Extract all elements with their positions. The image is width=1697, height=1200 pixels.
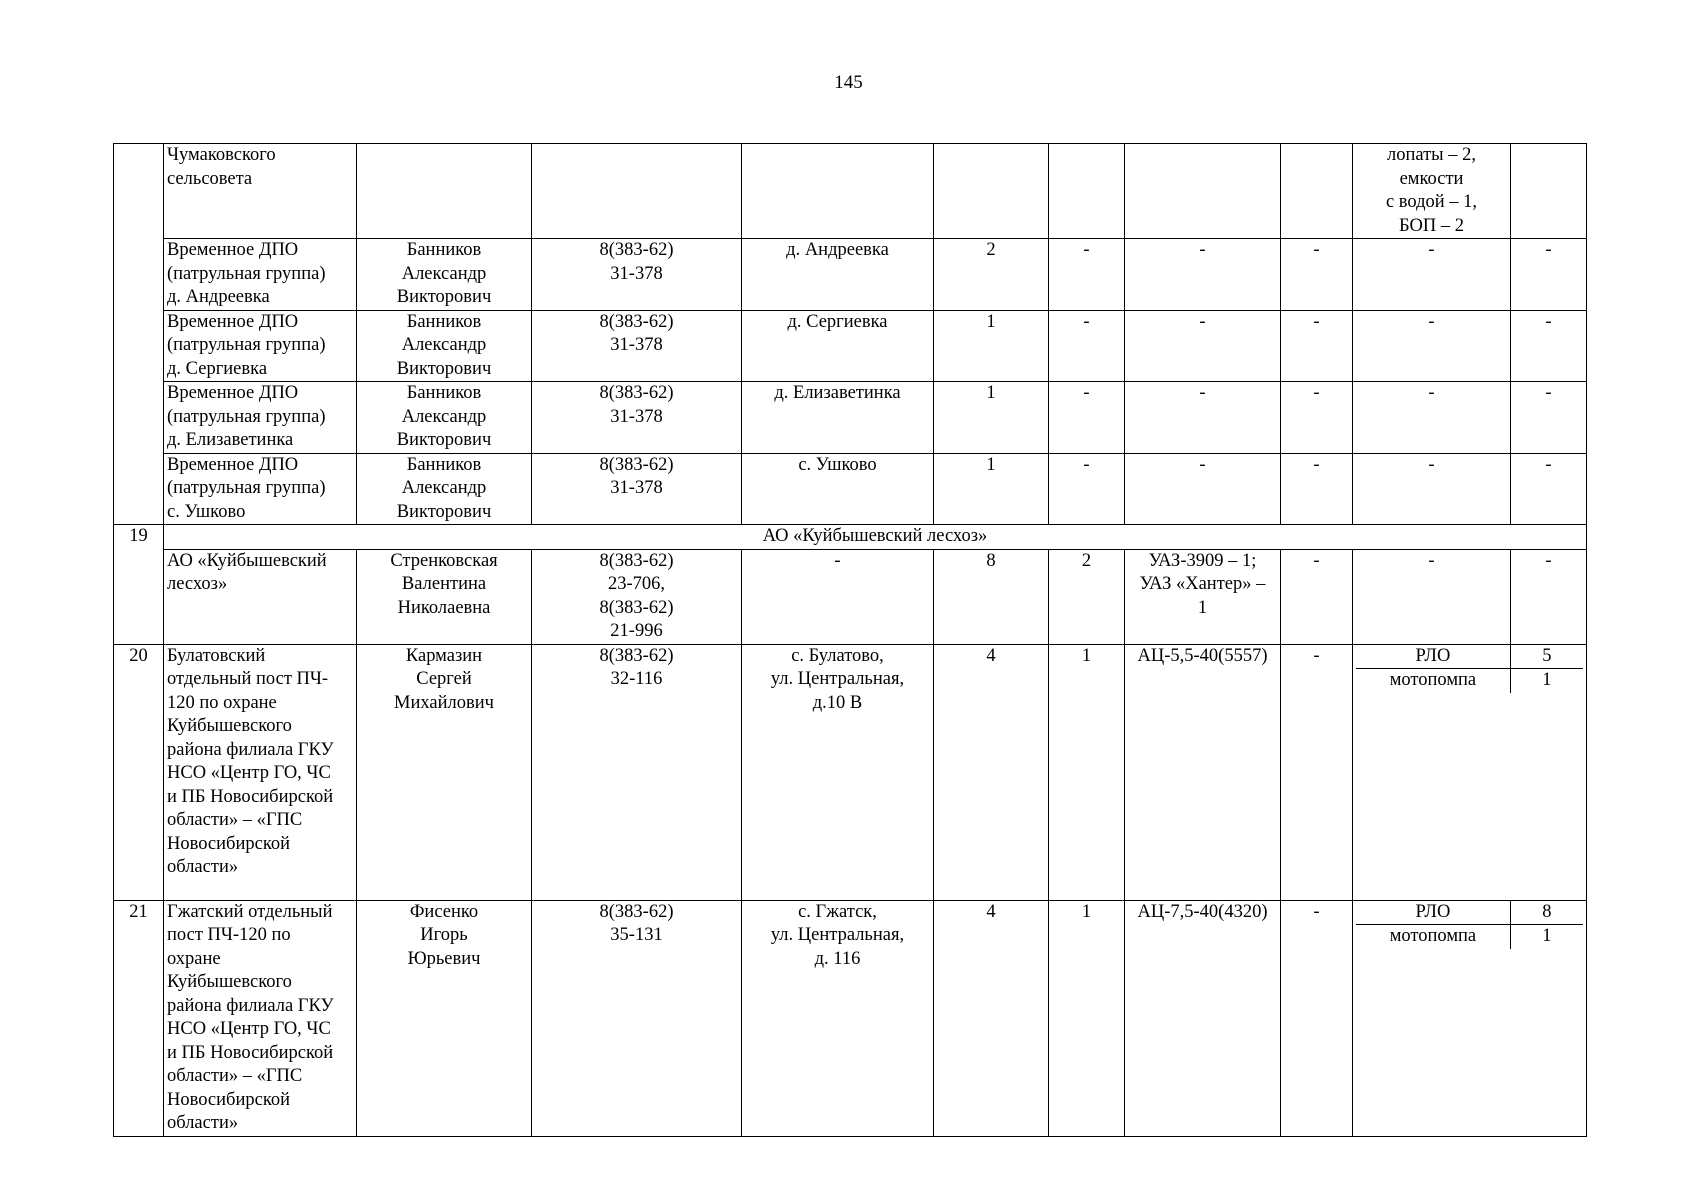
vehicles-cell: - [1125, 239, 1281, 311]
row-number-cell: 19 [114, 525, 164, 645]
qty-cell: 8 [1510, 901, 1583, 925]
name-cell: Временное ДПО (патрульная группа) д. Андреевка [164, 239, 357, 311]
section-header-row [114, 525, 1587, 550]
name-cell: АО «Куйбышевский лесхоз» [164, 549, 357, 644]
name-cell: Временное ДПО (патрульная группа) с. Ушково [164, 453, 357, 525]
location-cell: - [742, 549, 934, 644]
vehicles-count-cell: - [1049, 382, 1125, 454]
phone-cell: 8(383-62) 31-378 [532, 382, 742, 454]
qty-cell: - [1511, 310, 1587, 382]
qty-cell [1511, 144, 1587, 239]
equipment-cell: лопаты – 2, емкости с водой – 1, БОП – 2 [1353, 144, 1511, 239]
resources-table [113, 143, 1587, 1137]
phone-cell [532, 144, 742, 239]
vehicles-count-cell: - [1049, 239, 1125, 311]
staff-cell: 2 [934, 239, 1049, 311]
location-cell: с. Булатово, ул. Центральная, д.10 В [742, 644, 934, 900]
qty-cell: 5 [1510, 645, 1583, 669]
staff-cell: 1 [934, 382, 1049, 454]
equipment-cell: мотопомпа [1389, 926, 1477, 946]
row-number-cell: 21 [114, 900, 164, 1136]
phone-cell: 8(383-62) 23-706, 8(383-62) 21-996 [532, 549, 742, 644]
vehicles-cell: АЦ-5,5-40(5557) [1125, 644, 1281, 900]
name-cell: Временное ДПО (патрульная группа) д. Елизаветинка [164, 382, 357, 454]
vehicles-count-cell: - [1049, 453, 1125, 525]
phone-cell: 8(383-62) 35-131 [532, 900, 742, 1136]
qty-cell: - [1511, 453, 1587, 525]
table-row [114, 453, 1587, 525]
equipment-subtable [1356, 901, 1583, 949]
vehicles-count-cell: 2 [1049, 549, 1125, 644]
table-row [114, 549, 1587, 644]
equipment-cell: - [1353, 382, 1511, 454]
vehicles-cell: УАЗ-3909 – 1; УАЗ «Хантер» – 1 [1125, 549, 1281, 644]
col8-cell: - [1281, 310, 1353, 382]
equipment-cell: мотопомпа [1389, 670, 1477, 690]
name-cell: Булатовский отдельный пост ПЧ- 120 по охране Куйбышевского района филиала ГКУ НСО «Центр ГО, ЧС и ПБ Новосибирской области» – «ГПС Новосибирской области» [164, 644, 357, 900]
staff-cell: 1 [934, 453, 1049, 525]
location-cell: д. Сергиевка [742, 310, 934, 382]
phone-cell: 8(383-62) 31-378 [532, 310, 742, 382]
vehicles-count-cell: 1 [1049, 900, 1125, 1136]
equipment-cell: РЛО [1356, 901, 1510, 925]
location-cell: с. Гжатск, ул. Центральная, д. 116 [742, 900, 934, 1136]
equipment-subtable-cell [1353, 900, 1587, 1136]
name-cell: Временное ДПО (патрульная группа) д. Сергиевка [164, 310, 357, 382]
qty-cell: - [1511, 549, 1587, 644]
section-title: АО «Куйбышевский лесхоз» [164, 525, 1587, 550]
table-row [114, 644, 1587, 900]
staff-cell: 4 [934, 644, 1049, 900]
col8-cell: - [1281, 239, 1353, 311]
table-row [114, 382, 1587, 454]
page-number: 145 [834, 72, 863, 93]
col8-cell [1281, 144, 1353, 239]
equipment-cell: - [1353, 453, 1511, 525]
equipment-subtable [1356, 645, 1583, 693]
row-number-cell: 20 [114, 644, 164, 900]
phone-cell: 8(383-62) 31-378 [532, 239, 742, 311]
table-row [114, 144, 1587, 239]
staff-cell: 4 [934, 900, 1049, 1136]
person-cell: Фисенко Игорь Юрьевич [357, 900, 532, 1136]
equipment-cell: - [1353, 549, 1511, 644]
vehicles-cell: - [1125, 382, 1281, 454]
staff-cell: 8 [934, 549, 1049, 644]
qty-cell: - [1511, 239, 1587, 311]
qty-cell: - [1511, 382, 1587, 454]
equipment-cell: - [1353, 239, 1511, 311]
vehicles-cell: АЦ-7,5-40(4320) [1125, 900, 1281, 1136]
table-row [114, 239, 1587, 311]
col8-cell: - [1281, 549, 1353, 644]
equipment-subtable-cell [1353, 644, 1587, 900]
qty-cell: 1 [1510, 925, 1583, 949]
qty-cell: 1 [1510, 669, 1583, 693]
vehicles-cell [1125, 144, 1281, 239]
table-row [114, 900, 1587, 1136]
vehicles-count-cell: - [1049, 310, 1125, 382]
vehicles-cell: - [1125, 453, 1281, 525]
location-cell: с. Ушково [742, 453, 934, 525]
table-row [114, 310, 1587, 382]
person-cell: Стренковская Валентина Николаевна [357, 549, 532, 644]
location-cell: д. Андреевка [742, 239, 934, 311]
row-number-cell [114, 144, 164, 525]
col8-cell: - [1281, 453, 1353, 525]
phone-cell: 8(383-62) 31-378 [532, 453, 742, 525]
location-cell [742, 144, 934, 239]
col8-cell: - [1281, 382, 1353, 454]
person-cell: Банников Александр Викторович [357, 453, 532, 525]
col8-cell: - [1281, 644, 1353, 900]
person-cell: Банников Александр Викторович [357, 239, 532, 311]
col8-cell: - [1281, 900, 1353, 1136]
person-cell: Банников Александр Викторович [357, 382, 532, 454]
name-cell: Чумаковского сельсовета [164, 144, 357, 239]
person-cell [357, 144, 532, 239]
equipment-cell: РЛО [1356, 645, 1510, 669]
phone-cell: 8(383-62) 32-116 [532, 644, 742, 900]
vehicles-cell: - [1125, 310, 1281, 382]
name-cell: Гжатский отдельный пост ПЧ-120 по охране Куйбышевского района филиала ГКУ НСО «Центр ГО, ЧС и ПБ Новосибирской области» – «ГПС Новосибирской области» [164, 900, 357, 1136]
person-cell: Банников Александр Викторович [357, 310, 532, 382]
location-cell: д. Елизаветинка [742, 382, 934, 454]
vehicles-count-cell [1049, 144, 1125, 239]
equipment-cell: - [1353, 310, 1511, 382]
vehicles-count-cell: 1 [1049, 644, 1125, 900]
staff-cell: 1 [934, 310, 1049, 382]
person-cell: Кармазин Сергей Михайлович [357, 644, 532, 900]
staff-cell [934, 144, 1049, 239]
